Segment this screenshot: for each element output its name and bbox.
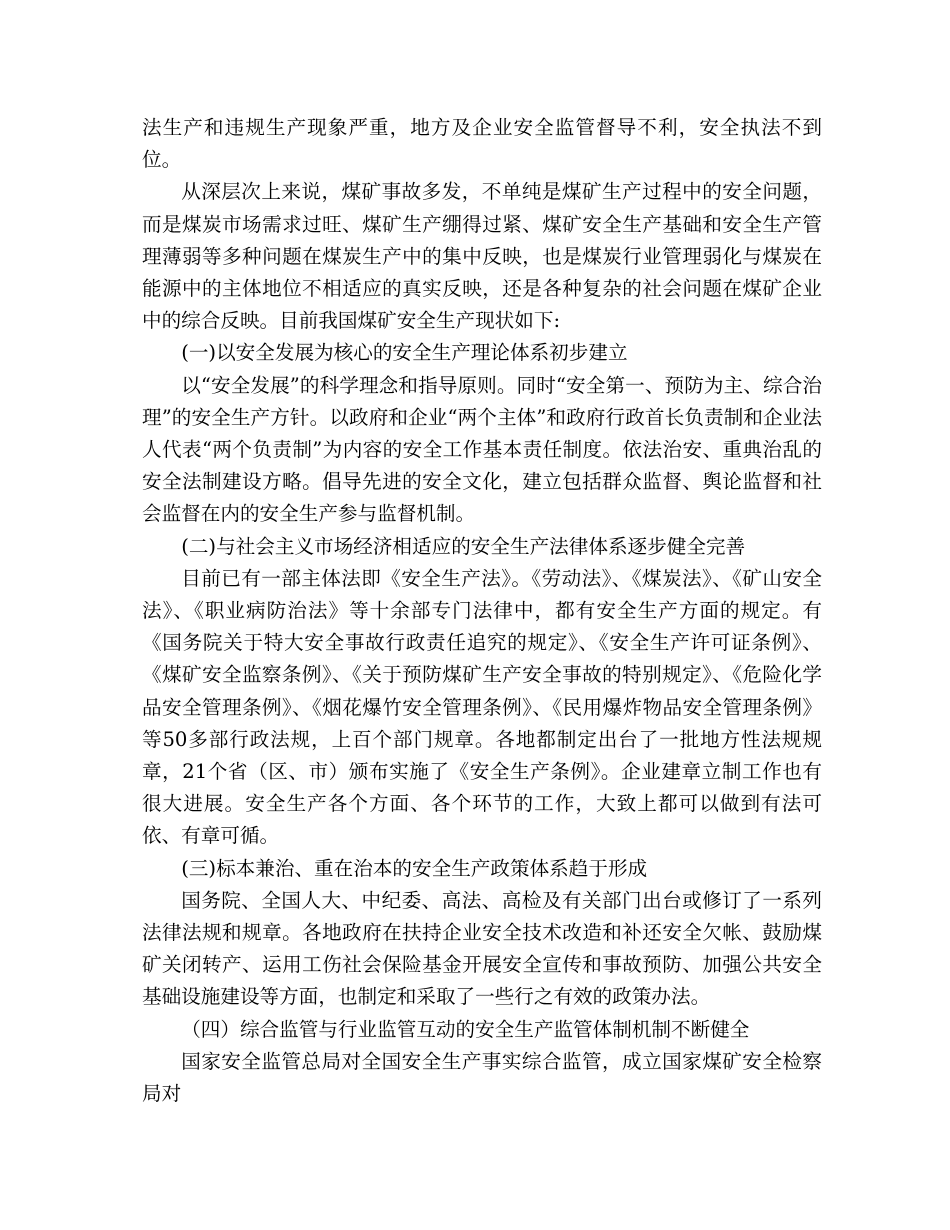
paragraph-policy-system: 国务院、全国人大、中纪委、高法、高检及有关部门出台或修订了一系列法律法规和规章。各地政府在扶持企业安全技术改造和补还安全欠帐、鼓励煤矿关闭转产、运用工伤社会保险基金开展安全宣传和事故预防、加强公共安全基础设施建设等方面，也制定和采取了一些行之有效的政策办法。 <box>142 888 822 1009</box>
section-heading-4: （四）综合监管与行业监管互动的安全生产监管体制机制不断健全 <box>181 1017 750 1041</box>
section-heading-1: (一)以安全发展为核心的安全生产理论体系初步建立 <box>181 341 628 365</box>
paragraph-legal-system: 目前已有一部主体法即《安全生产法》。《劳动法》、《煤炭法》、《矿山安全法》、《职业病防治法》等十余部专门法律中，都有安全生产方面的规定。有《国务院关于特大安全事故行政责任追究的规定》、《安全生产许可证条例》、《煤矿安全监察条例》、《关于预防煤矿生产安全事故的特别规定》、《危险化学品安全管理条例》、《烟花爆竹安全管理条例》、《民用爆炸物品安全管理条例》等50多部行政法规，上百个部门规章。各地都制定出台了一批地方性法规规章，21个省（区、市）颁布实施了《安全生产条例》。企业建章立制工作也有很大进展。安全生产各个方面、各个环节的工作，大致上都可以做到有法可依、有章可循。 <box>142 566 822 848</box>
section-heading-3: (三)标本兼治、重在治本的安全生产政策体系趋于形成 <box>181 856 648 880</box>
paragraph-deep-causes: 从深层次上来说，煤矿事故多发，不单纯是煤矿生产过程中的安全问题，而是煤炭市场需求过旺、煤矿生产绷得过紧、煤矿安全生产基础和安全生产管理薄弱等多种问题在煤炭生产中的集中反映，也是煤炭行业管理弱化与煤炭在能源中的主体地位不相适应的真实反映，还是各种复杂的社会问题在煤矿企业中的综合反映。目前我国煤矿安全生产现状如下: <box>142 180 822 333</box>
paragraph-supervision: 国家安全监管总局对全国安全生产事实综合监管，成立国家煤矿安全检察局对 <box>142 1049 822 1106</box>
section-heading-2: (二)与社会主义市场经济相适应的安全生产法律体系逐步健全完善 <box>181 534 746 558</box>
paragraph-continued: 法生产和违规生产现象严重，地方及企业安全监管督导不利，安全执法不到位。 <box>142 116 822 172</box>
paragraph-safety-theory: 以“安全发展”的科学理念和指导原则。同时“安全第一、预防为主、综合治理”的安全生产方针。以政府和企业“两个主体”和政府行政首长负责制和企业法人代表“两个负责制”为内容的安全工作基本责任制度。依法治安、重典治乱的安全法制建设方略。倡导先进的安全文化，建立包括群众监督、舆论监督和社会监督在内的安全生产参与监督机制。 <box>142 373 822 526</box>
document-body <box>142 112 822 1110</box>
